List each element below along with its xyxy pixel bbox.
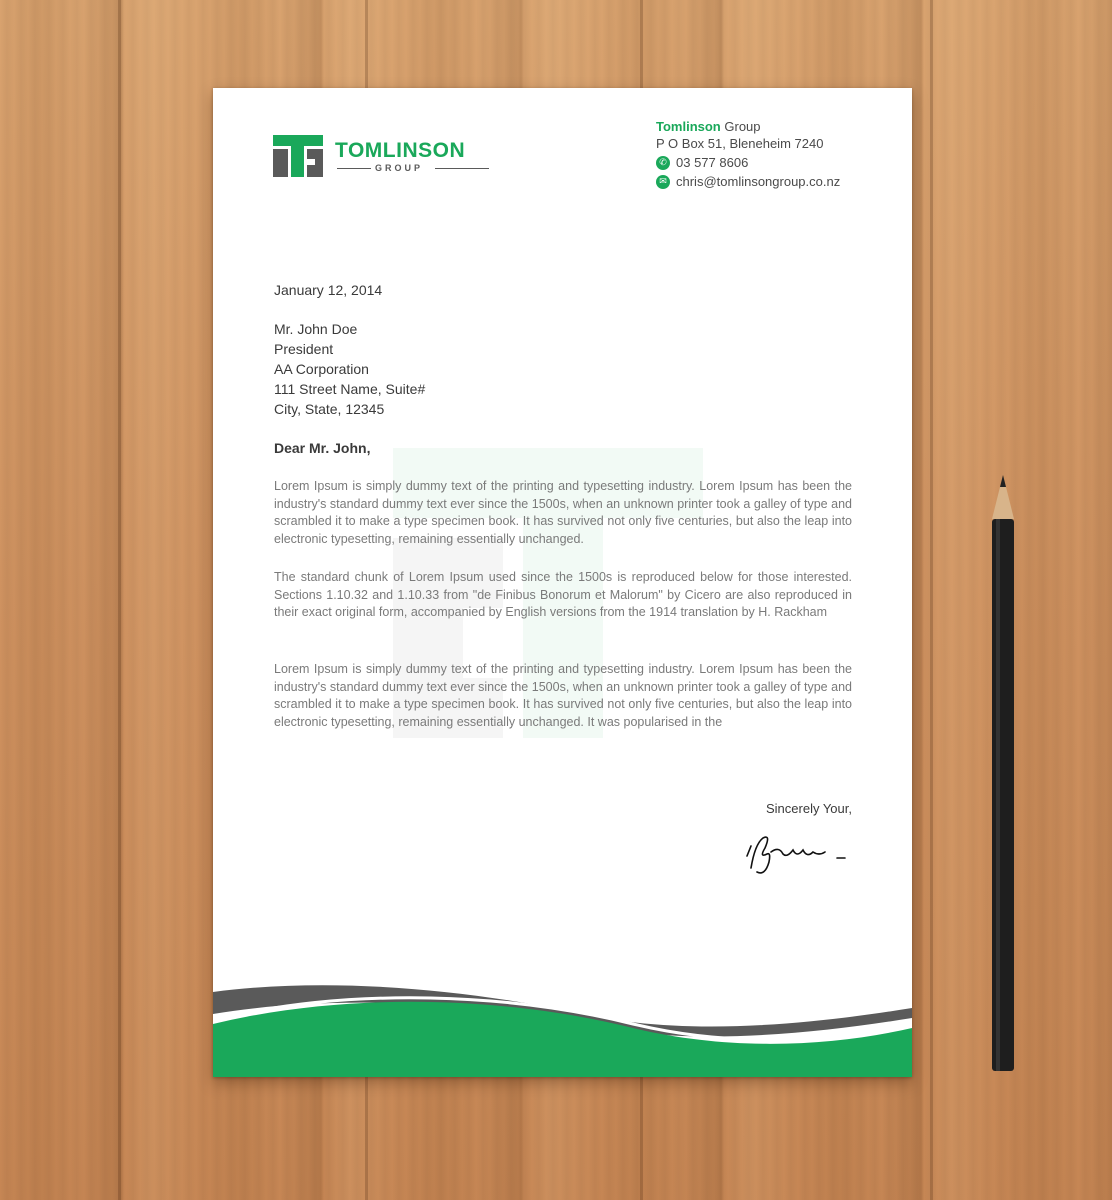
recipient-name: Mr. John Doe [274, 321, 358, 337]
closing-line: Sincerely Your, [765, 801, 852, 816]
tg-monogram-icon [273, 135, 331, 179]
body-paragraph: Lorem Ipsum is simply dummy text of the printing and typesetting industry. Lorem Ipsum has been the industry's standard dummy text ever since the 1500s, when an unknown printer took a galley of type and scrambled it to make a type specimen book. It has survived not only five centuries, but also the leap into electronic typesetting, remaining essentially unchanged. [274, 479, 852, 546]
company-address: P O Box 51, Bleneheim 7240 [656, 136, 824, 151]
company-name [656, 118, 840, 135]
phone-row [656, 154, 840, 171]
company-contact-block [656, 118, 840, 190]
footer-wave [213, 984, 912, 1077]
recipient-city: City, State, 12345 [274, 401, 385, 417]
company-logo [273, 133, 493, 183]
recipient-title: President [274, 341, 334, 357]
handwritten-signature [741, 828, 861, 878]
logo-wordmark: TOMLINSON [335, 139, 466, 162]
wood-plank-seam [118, 0, 121, 1200]
recipient-company: AA Corporation [274, 361, 369, 377]
recipient-street: 111 Street Name, Suite# [274, 381, 426, 397]
logo-divider [337, 168, 371, 169]
phone-number: 03 577 8606 [676, 155, 749, 170]
company-name-highlight: Tomlinson [656, 119, 721, 134]
email-address: chris@tomlinsongroup.co.nz [676, 174, 841, 189]
letter-date: January 12, 2014 [274, 282, 383, 298]
logo-divider [435, 168, 489, 169]
envelope-icon: ✉ [656, 175, 670, 189]
wood-plank-seam [930, 0, 933, 1200]
email-row [656, 173, 840, 190]
phone-icon: ✆ [656, 156, 670, 170]
company-name-rest: Group [720, 119, 761, 134]
body-paragraph: Lorem Ipsum is simply dummy text of the printing and typesetting industry. Lorem Ipsum has been the industry's standard dummy text ever since the 1500s, when an unknown printer took a galley of type and scrambled it to make a type specimen book. It has survived not only five centuries, but also the leap into electronic typesetting, remaining essentially unchanged. It was popularised in the [274, 662, 852, 729]
salutation: Dear Mr. John, [274, 440, 371, 456]
letterhead-paper [213, 88, 912, 1077]
logo-subtitle: GROUP [375, 163, 424, 173]
recipient-address [274, 319, 425, 419]
body-paragraph: The standard chunk of Lorem Ipsum used since the 1500s is reproduced below for those interested. Sections 1.10.32 and 1.10.33 from "de Finibus Bonorum et Malorum" by Cicero are also reproduced in their exact original form, accompanied by English versions from the 1914 translation by H. Rackham [274, 570, 852, 619]
pencil [988, 475, 1018, 1075]
